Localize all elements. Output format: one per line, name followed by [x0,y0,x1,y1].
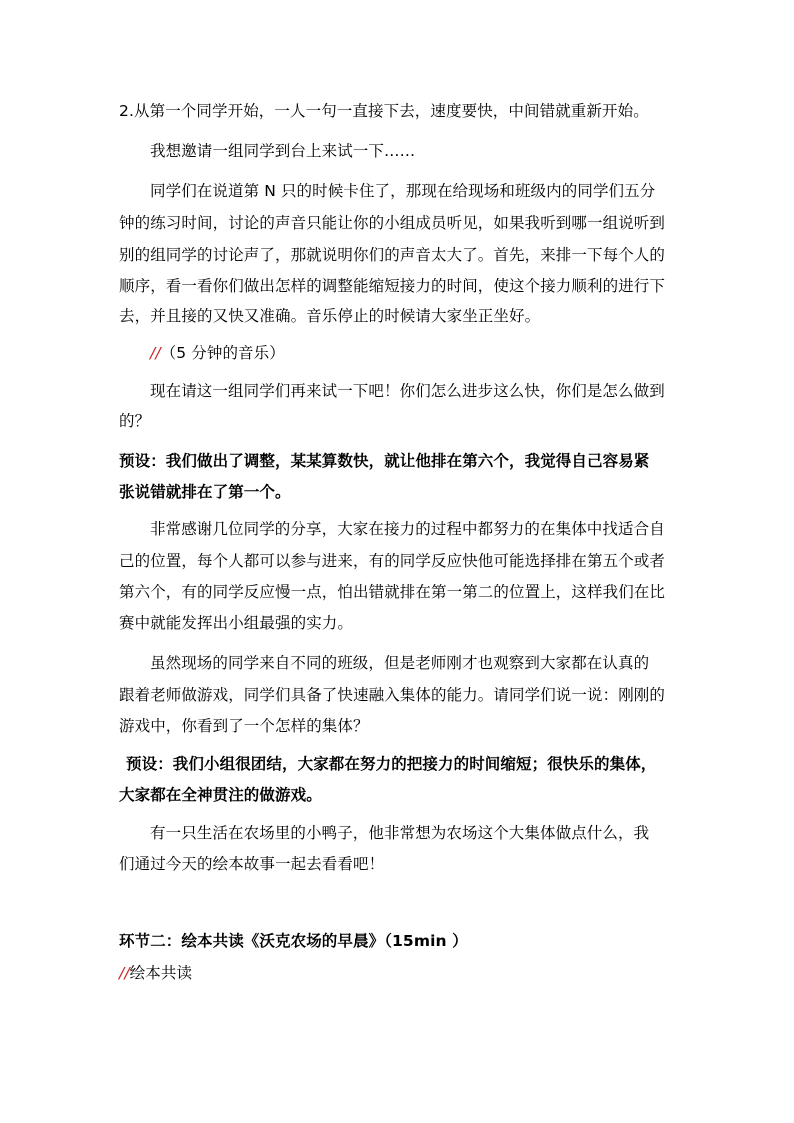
paragraph-retry-line-2: 的？ [119,412,151,430]
paragraph-practice-line-1: 同学们在说道第 N 只的时候卡住了，那现在给现场和班级内的同学们五分 [150,182,656,200]
section-heading: 环节二：绘本共读《沃克农场的早晨》（15min ） [119,932,468,950]
paragraph-thanks-line-3: 第六个，有的同学反应慢一点，怕出错就排在第一第二的位置上，这样我们在比 [119,583,666,601]
paragraph-observe-line-3: 游戏中，你看到了一个怎样的集体？ [119,717,369,735]
paragraph-thanks-line-2: 己的位置，每个人都可以参与进来，有的同学反应快他可能选择排在第五个或者 [119,552,666,570]
paragraph-practice-line-4: 顺序，看一看你们做出怎样的调整能缩短接力的时间，使这个接力顺利的进行下 [119,277,666,295]
paragraph-preset-1-line-2: 张说错就排在了第一个。 [119,483,291,501]
paragraph-practice-line-5: 去，并且接的又快又准确。音乐停止的时候请大家坐正坐好。 [119,307,541,325]
paragraph-preset-2-line-2: 大家都在全神贯注的做游戏。 [119,786,322,804]
paragraph-picture-book [119,963,192,983]
paragraph-preset-2-line-1: 预设：我们小组很团结，大家都在努力的把接力的时间缩短；很快乐的集体， [126,755,657,773]
paragraph-thanks-line-1: 非常感谢几位同学的分享，大家在接力的过程中都努力的在集体中找适合自 [150,520,665,538]
paragraph-practice-line-2: 钟的练习时间，讨论的声音只能让你的小组成员听见，如果我听到哪一组说听到 [119,214,666,232]
comment-marker: // [119,964,130,982]
paragraph-music-note [150,343,285,363]
paragraph-duck-line-2: 们通过今天的绘本故事一起去看看吧！ [119,855,385,873]
paragraph-step-2: 2.从第一个同学开始，一人一句一直接下去，速度要快，中间错就重新开始。 [119,102,649,120]
paragraph-preset-1-line-1: 预设：我们做出了调整，某某算数快，就让他排在第六个，我觉得自己容易紧 [119,452,650,470]
paragraph-observe-line-2: 跟着老师做游戏，同学们具备了快速融入集体的能力。请同学们说一说：刚刚的 [119,686,666,704]
paragraph-duck-line-1: 有一只生活在农场里的小鸭子，他非常想为农场这个大集体做点什么，我 [150,824,650,842]
paragraph-observe-line-1: 虽然现场的同学来自不同的班级，但是老师刚才也观察到大家都在认真的 [150,654,650,672]
music-note-text: （5 分钟的音乐） [160,344,285,362]
paragraph-thanks-line-4: 赛中就能发挥出小组最强的实力。 [119,614,354,632]
comment-marker: // [150,344,161,362]
picture-book-text: 绘本共读 [129,964,193,982]
paragraph-retry-line-1: 现在请这一组同学们再来试一下吧！你们怎么进步这么快，你们是怎么做到 [150,382,665,400]
paragraph-practice-line-3: 别的组同学的讨论声了，那就说明你们的声音太大了。首先，来排一下每个人的 [119,246,666,264]
paragraph-invite: 我想邀请一组同学到台上来试一下…… [150,142,416,160]
